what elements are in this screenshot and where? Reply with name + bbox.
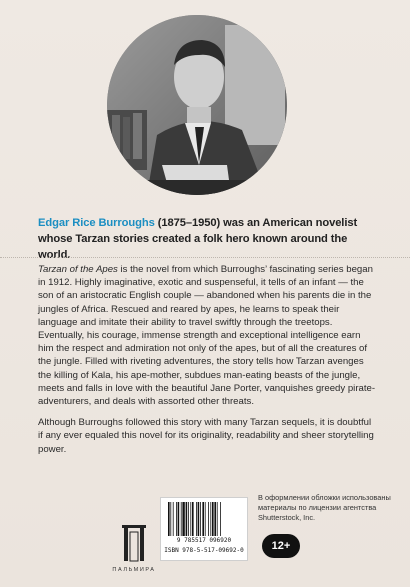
age-rating-badge: 12+ (262, 534, 300, 558)
description-paragraph-1 (38, 263, 378, 408)
publisher-logo-icon (118, 523, 150, 563)
barcode-bars (167, 502, 241, 536)
book-description (38, 263, 378, 464)
license-note: В оформлении обложки использованы материалы по лицензии агентства Shutterstock, Inc. (258, 493, 391, 523)
barcode-digits: 9 785517 096920 (176, 537, 232, 544)
author-photo-illustration (107, 15, 287, 195)
publisher-name: ПАЛЬМИРА (112, 567, 156, 573)
author-name: Edgar Rice Burroughs (38, 217, 155, 229)
description-text-1: is the novel from which Burroughs’ fascinating series began in 1912. Highly imaginative, exotic and suspenseful, it tells of an infant — the son of an aristocratic English couple — abandoned when his parents die in the jungles of Africa. Rescued and reared by apes, he learns to speak their language and imitate their ability to travel swiftly through the treetops. Eventually, his courage, immense strength and exceptional intelligence earn him the respect and admiration not only of the apes, but of all the creatures of the jungle. Filled with riveting adventures, the story tells how Tarzan avenges the killing of Kala, his ape-mother, subdues man-eating beasts of the jungle, meets and falls in love with the beautiful Jane Porter, vanquishes greedy pirate-adventurers, and deals with assorted other threats. (38, 264, 376, 408)
section-divider (0, 257, 410, 259)
barcode (160, 497, 248, 561)
description-paragraph-2: Although Burroughs followed this story with many Tarzan sequels, it is doubtful if any ever equaled this novel for its originality, readability and sheer storytelling power. (38, 417, 374, 455)
author-bio (38, 215, 378, 263)
author-bio-text: (1875–1950) was an American novelist whose Tarzan stories created a folk hero known around the world. (38, 217, 358, 261)
isbn-number: ISBN 978-5-517-09692-0 (164, 547, 244, 554)
book-title: Tarzan of the Apes (38, 264, 118, 275)
author-portrait (107, 15, 287, 195)
